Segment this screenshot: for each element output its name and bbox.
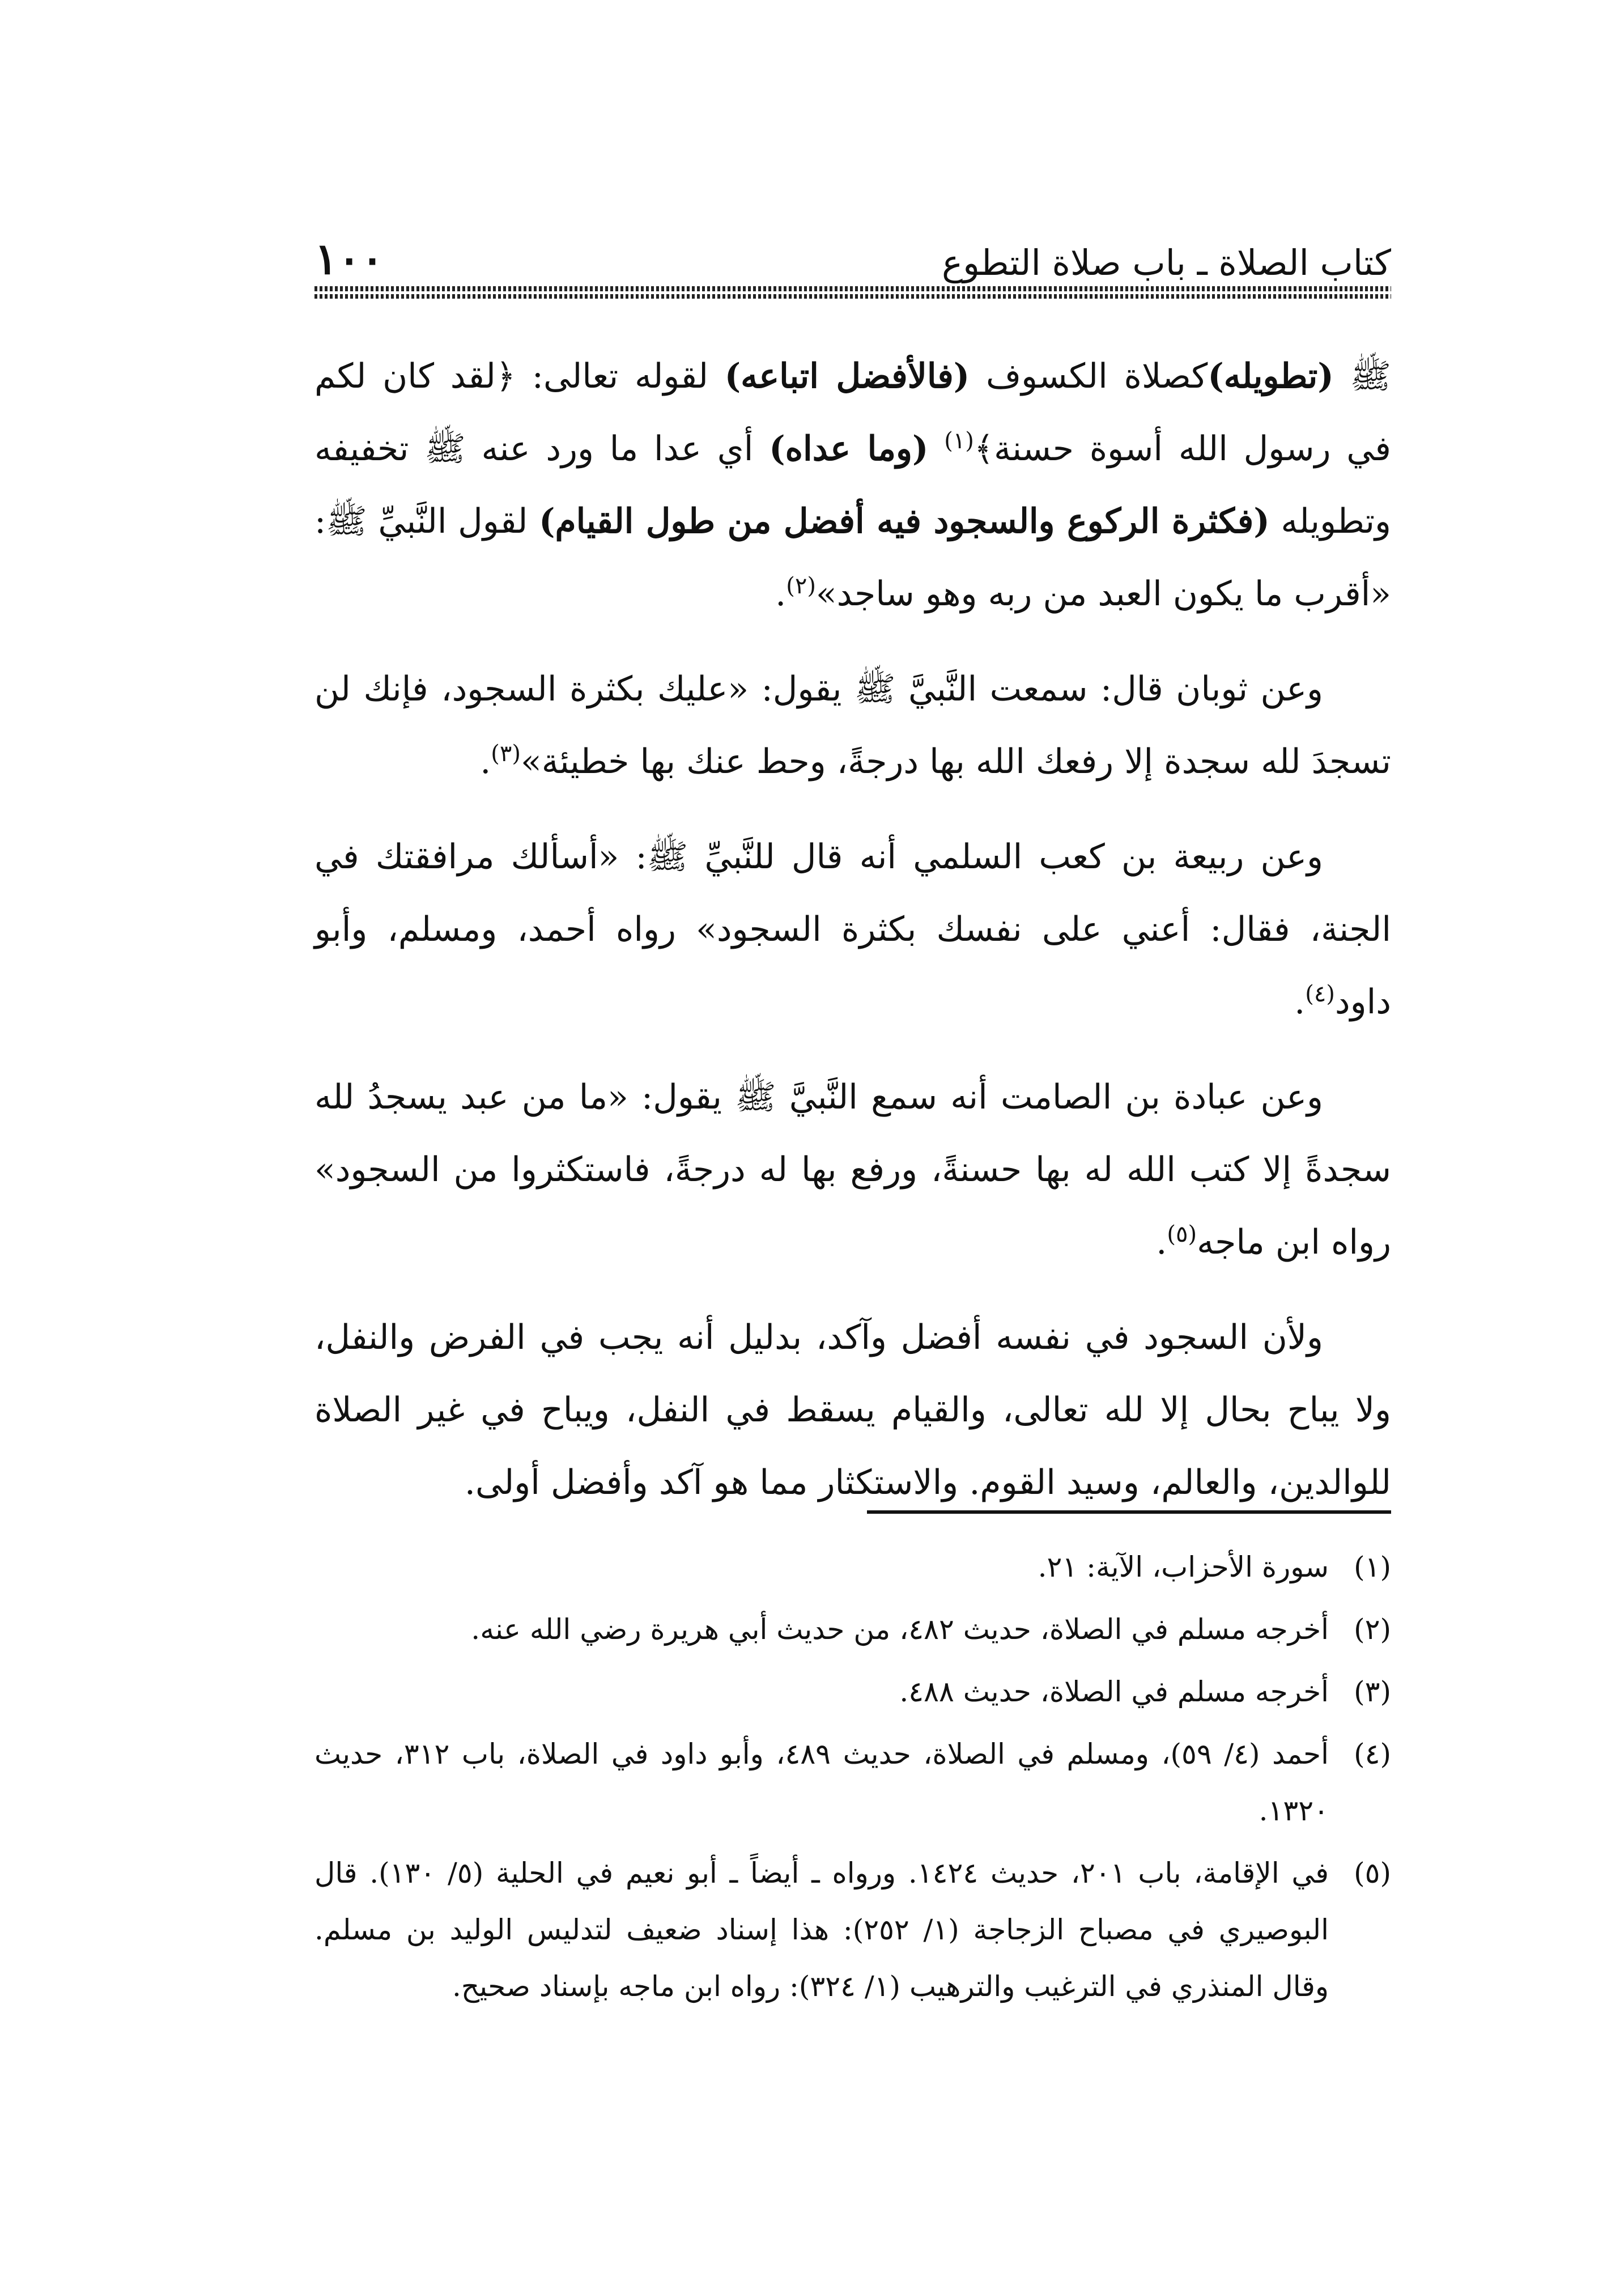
footnote-ref-4: (٤)	[1305, 981, 1335, 1007]
footnote-number: (١)	[1354, 1551, 1391, 1583]
p1-segment: لقول النَّبيِّ ﷺ: «أقرب ما يكون العبد من ربه وهو ساجد»	[314, 502, 1391, 614]
footnote-1	[314, 1539, 1391, 1595]
footnote-number: (٣)	[1354, 1675, 1391, 1708]
footnote-number: (٥)	[1354, 1857, 1391, 1889]
footnote-text: أخرجه مسلم في الصلاة، حديث ٤٨٢، من حديث أبي هريرة رضي الله عنه.	[471, 1613, 1329, 1646]
footnote-number: (٤)	[1354, 1738, 1391, 1770]
p4-text: وعن عبادة بن الصامت أنه سمع النَّبيَّ ﷺ يقول: «ما من عبد يسجدُ لله سجدةً إلا كتب الله له بها حسنةً، ورفع بها له درجةً، فاستكثروا من السجود» رواه ابن ماجه	[314, 1077, 1391, 1262]
p1-segment: أي عدا ما ورد عنه ﷺ تخفيفه وتطويله	[314, 429, 1391, 541]
paragraph-4	[314, 1061, 1391, 1279]
footnote-5	[314, 1845, 1391, 2015]
header-rule	[314, 286, 1391, 299]
footnote-ref-2: (٢)	[786, 573, 816, 599]
footnote-text: أخرجه مسلم في الصلاة، حديث ٤٨٨.	[899, 1675, 1329, 1708]
paragraph-2	[314, 653, 1391, 798]
p2-end: .	[480, 742, 491, 782]
bold-term: (تطويله)	[1208, 356, 1334, 396]
page-number: ١٠٠	[314, 233, 384, 284]
p1-segment: .	[775, 574, 787, 614]
footnote-3	[314, 1663, 1391, 1720]
footnote-ref-5: (٥)	[1167, 1221, 1197, 1247]
p2-text: وعن ثوبان قال: سمعت النَّبيَّ ﷺ يقول: «عليك بكثرة السجود، فإنك لن تسجدَ لله سجدة إلا رفعك الله بها درجةً، وحط عنك بها خطيئة»	[314, 669, 1391, 782]
footnote-2	[314, 1601, 1391, 1658]
bold-term: (وما عداه)	[769, 429, 929, 469]
p1-segment: كصلاة الكسوف	[970, 356, 1208, 396]
footnote-text: في الإقامة، باب ٢٠١، حديث ١٤٢٤. ورواه ـ أيضاً ـ أبو نعيم في الحلية (٥/ ١٣٠). قال البوصيري في مصباح الزجاجة (١/ ٢٥٢): هذا إسناد ضعيف لتدليس الوليد بن مسلم. وقال المنذري في الترغيب والترهيب (١/ ٣٢٤): رواه ابن ماجه بإسناد صحيح.	[314, 1857, 1329, 2003]
p3-text: وعن ربيعة بن كعب السلمي أنه قال للنَّبيِّ ﷺ: «أسألك مرافقتك في الجنة، فقال: أعني على نفسك بكثرة السجود» رواه أحمد، ومسلم، وأبو داود	[314, 837, 1391, 1022]
main-text	[314, 340, 1391, 1542]
footnotes	[314, 1539, 1391, 2020]
paragraph-1	[314, 340, 1391, 630]
footnote-number: (٢)	[1354, 1613, 1391, 1646]
p5-text: ولأن السجود في نفسه أفضل وآكد، بدليل أنه يجب في الفرض والنفل، ولا يباح بحال إلا لله تعالى، والقيام يسقط في النفل، ويباح في غير الصلاة للوالدين، والعالم، وسيد القوم. والاستكثار مما هو آكد وأفضل أولى.	[314, 1318, 1391, 1502]
page-header	[314, 218, 1391, 284]
footnote-ref-3: (٣)	[491, 741, 521, 767]
p3-end: .	[1294, 982, 1306, 1022]
p4-end: .	[1156, 1222, 1167, 1262]
paragraph-3	[314, 821, 1391, 1038]
p1-segment: ﷺ	[1333, 356, 1391, 396]
footnote-divider	[867, 1510, 1391, 1514]
footnote-4	[314, 1726, 1391, 1839]
bold-term: (فكثرة الركوع والسجود فيه أفضل من طول القيام)	[539, 502, 1270, 541]
bold-term: (فالأفضل اتباعه)	[724, 356, 970, 396]
footnote-text: سورة الأحزاب، الآية: ٢١.	[1038, 1551, 1329, 1583]
footnote-ref-1: (١)	[944, 428, 974, 454]
p1-segment	[928, 429, 944, 469]
running-title: كتاب الصلاة ـ باب صلاة التطوع	[942, 242, 1391, 283]
p1-segment: لقوله تعالى: ﴿لقد كان لكم في رسول الله أسوة حسنة﴾	[314, 356, 1391, 469]
paragraph-5	[314, 1301, 1391, 1519]
footnote-text: أحمد (٤/ ٥٩)، ومسلم في الصلاة، حديث ٤٨٩، وأبو داود في الصلاة، باب ٣١٢، حديث ١٣٢٠.	[314, 1738, 1329, 1827]
